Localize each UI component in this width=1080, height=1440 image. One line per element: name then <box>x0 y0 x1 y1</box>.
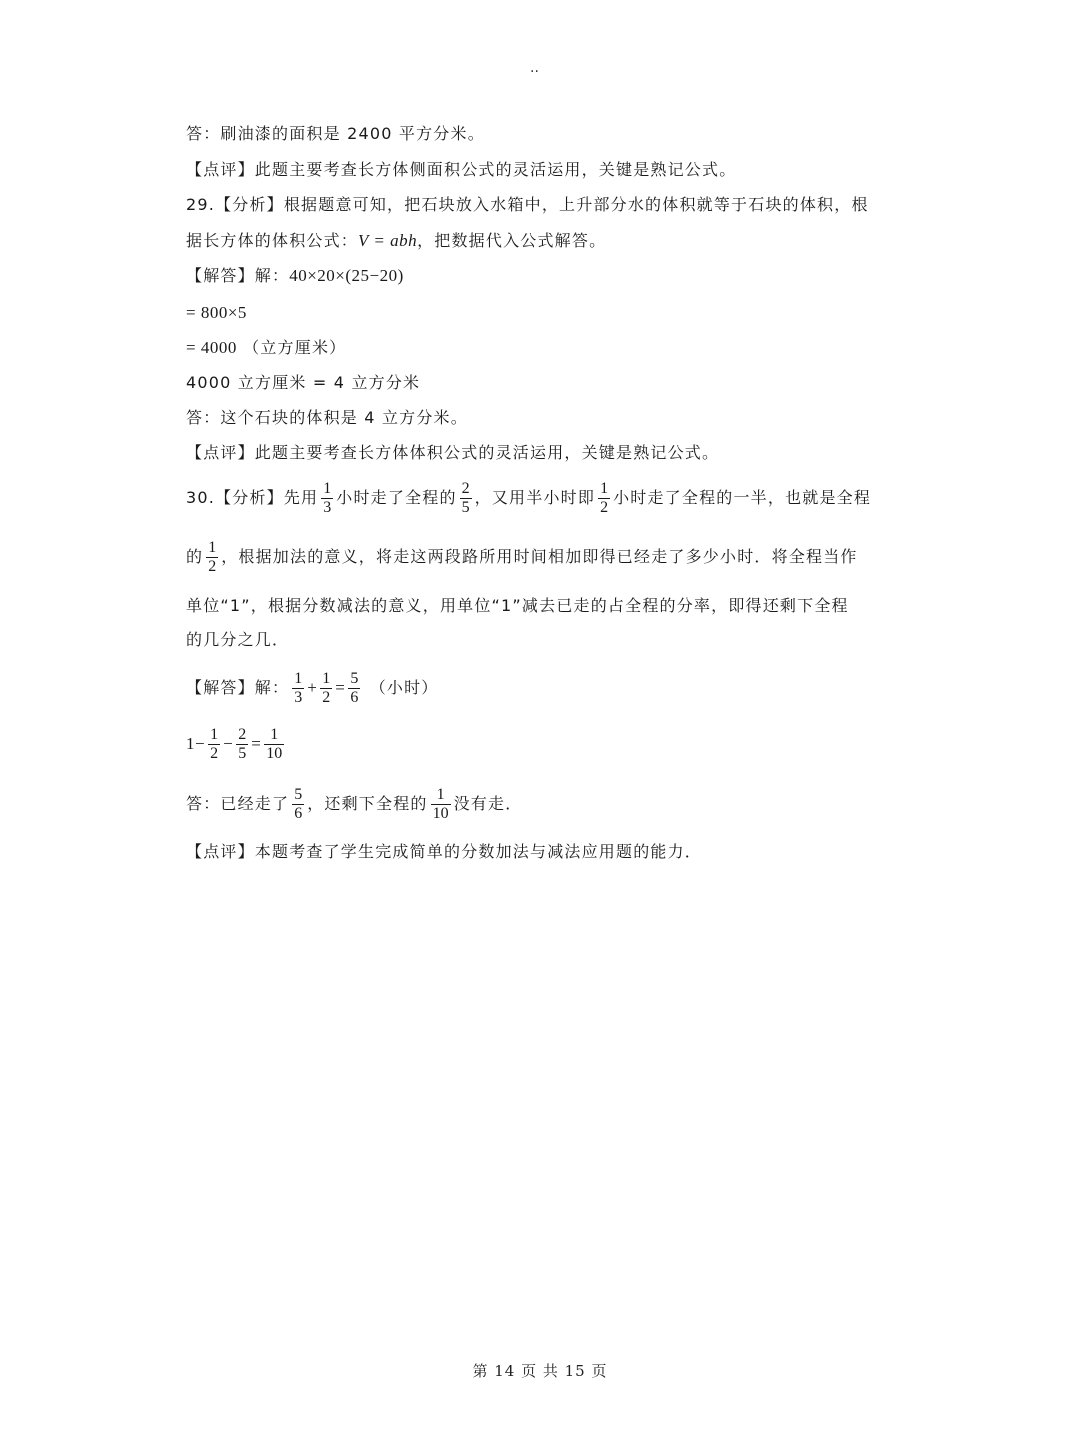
one-minus: 1− <box>186 734 206 753</box>
fraction <box>460 480 472 517</box>
q29-answer: 答：这个石块的体积是 4 立方分米。 <box>186 408 468 427</box>
q30-text: 小时走了全程的一半，也就是全程 <box>613 488 872 507</box>
header-dots: .. <box>530 60 539 76</box>
fraction-numerator: 5 <box>294 786 303 803</box>
fraction-numerator: 1 <box>600 480 609 497</box>
solution-unit: （小时） <box>369 678 439 697</box>
q29-analysis-line2 <box>186 229 606 253</box>
solution-expression: 40×20×(25−20) <box>289 266 404 285</box>
fraction <box>321 480 333 517</box>
q29-review: 【点评】此题主要考查长方体体积公式的灵活运用，关键是熟记公式。 <box>186 443 720 462</box>
fraction <box>206 539 218 576</box>
q28-answer: 答：刷油漆的面积是 2400 平方分米。 <box>186 124 485 143</box>
equals-sign: = <box>335 678 346 697</box>
q30-solution-line <box>186 668 439 708</box>
fraction-numerator: 2 <box>461 480 470 497</box>
fraction-denominator: 6 <box>350 689 359 706</box>
q30-analysis-line1 <box>186 478 871 518</box>
fraction-denominator: 3 <box>323 499 332 516</box>
fraction <box>236 726 248 763</box>
fraction-denominator: 2 <box>210 745 219 762</box>
q30-answer-text: 没有走． <box>453 794 523 813</box>
fraction <box>431 786 451 823</box>
fraction-numerator: 1 <box>294 670 303 687</box>
q28-review: 【点评】此题主要考查长方体侧面积公式的灵活运用，关键是熟记公式。 <box>186 160 737 179</box>
q30-text: ，根据加法的意义，将走这两段路所用时间相加即得已经走了多少小时．将全程当作 <box>221 547 858 566</box>
q29-conversion: 4000 立方厘米 = 4 立方分米 <box>186 373 421 392</box>
q30-analysis-line3: 单位“1”，根据分数减法的意义，用单位“1”减去已走的占全程的分率，即得还剩下全程 <box>186 596 849 615</box>
q30-analysis-line4: 的几分之几． <box>186 630 290 649</box>
fraction-numerator: 1 <box>210 726 219 743</box>
q30-answer-line <box>186 784 522 824</box>
q29-analysis-line1: 29.【分析】根据题意可知，把石块放入水箱中，上升部分水的体积就等于石块的体积，根 <box>186 195 869 214</box>
fraction-denominator: 2 <box>322 689 331 706</box>
q29-analysis-text: 据长方体的体积公式： <box>186 231 359 250</box>
fraction <box>320 670 332 707</box>
fraction-denominator: 10 <box>266 745 283 762</box>
q29-analysis-text-end: ，把数据代入公式解答。 <box>417 231 607 250</box>
equals-sign: = <box>251 734 262 753</box>
q30-answer-text: 答：已经走了 <box>186 794 290 813</box>
q29-solution-line <box>186 264 404 288</box>
q30-answer-text: ，还剩下全程的 <box>307 794 428 813</box>
step2-unit: （立方厘米） <box>243 338 347 357</box>
solution-label: 【解答】解： <box>186 266 290 285</box>
fraction <box>292 670 304 707</box>
fraction-numerator: 1 <box>322 670 331 687</box>
fraction-numerator: 1 <box>323 480 332 497</box>
fraction <box>292 786 304 823</box>
plus-sign: + <box>307 678 318 697</box>
q30-text: 30.【分析】先用 <box>186 488 319 507</box>
fraction-numerator: 1 <box>270 726 279 743</box>
fraction <box>598 480 610 517</box>
volume-formula: V = abh <box>358 231 418 250</box>
q30-text: 小时走了全程的 <box>336 488 457 507</box>
fraction <box>348 670 360 707</box>
solution-label: 【解答】解： <box>186 678 290 697</box>
q30-review: 【点评】本题考查了学生完成简单的分数加法与减法应用题的能力． <box>186 842 703 861</box>
step2-expression: = 4000 <box>186 338 237 357</box>
q30-analysis-line2 <box>186 537 858 577</box>
fraction-denominator: 5 <box>238 745 247 762</box>
fraction-denominator: 6 <box>294 805 303 822</box>
minus-sign: − <box>223 734 234 753</box>
fraction-denominator: 2 <box>600 499 609 516</box>
q29-step1: = 800×5 <box>186 303 247 322</box>
fraction-numerator: 1 <box>208 539 217 556</box>
fraction-denominator: 10 <box>432 805 449 822</box>
q30-text: 的 <box>186 547 204 566</box>
fraction-numerator: 5 <box>350 670 359 687</box>
q30-text: ，又用半小时即 <box>474 488 596 507</box>
fraction <box>264 726 284 763</box>
q29-step2 <box>186 336 346 360</box>
fraction-denominator: 5 <box>461 499 470 516</box>
fraction <box>208 726 220 763</box>
page-footer: 第 14 页 共 15 页 <box>472 1362 608 1380</box>
q30-subtraction-line <box>186 724 287 764</box>
fraction-denominator: 2 <box>208 558 217 575</box>
fraction-numerator: 1 <box>436 786 445 803</box>
fraction-numerator: 2 <box>238 726 247 743</box>
fraction-denominator: 3 <box>294 689 303 706</box>
